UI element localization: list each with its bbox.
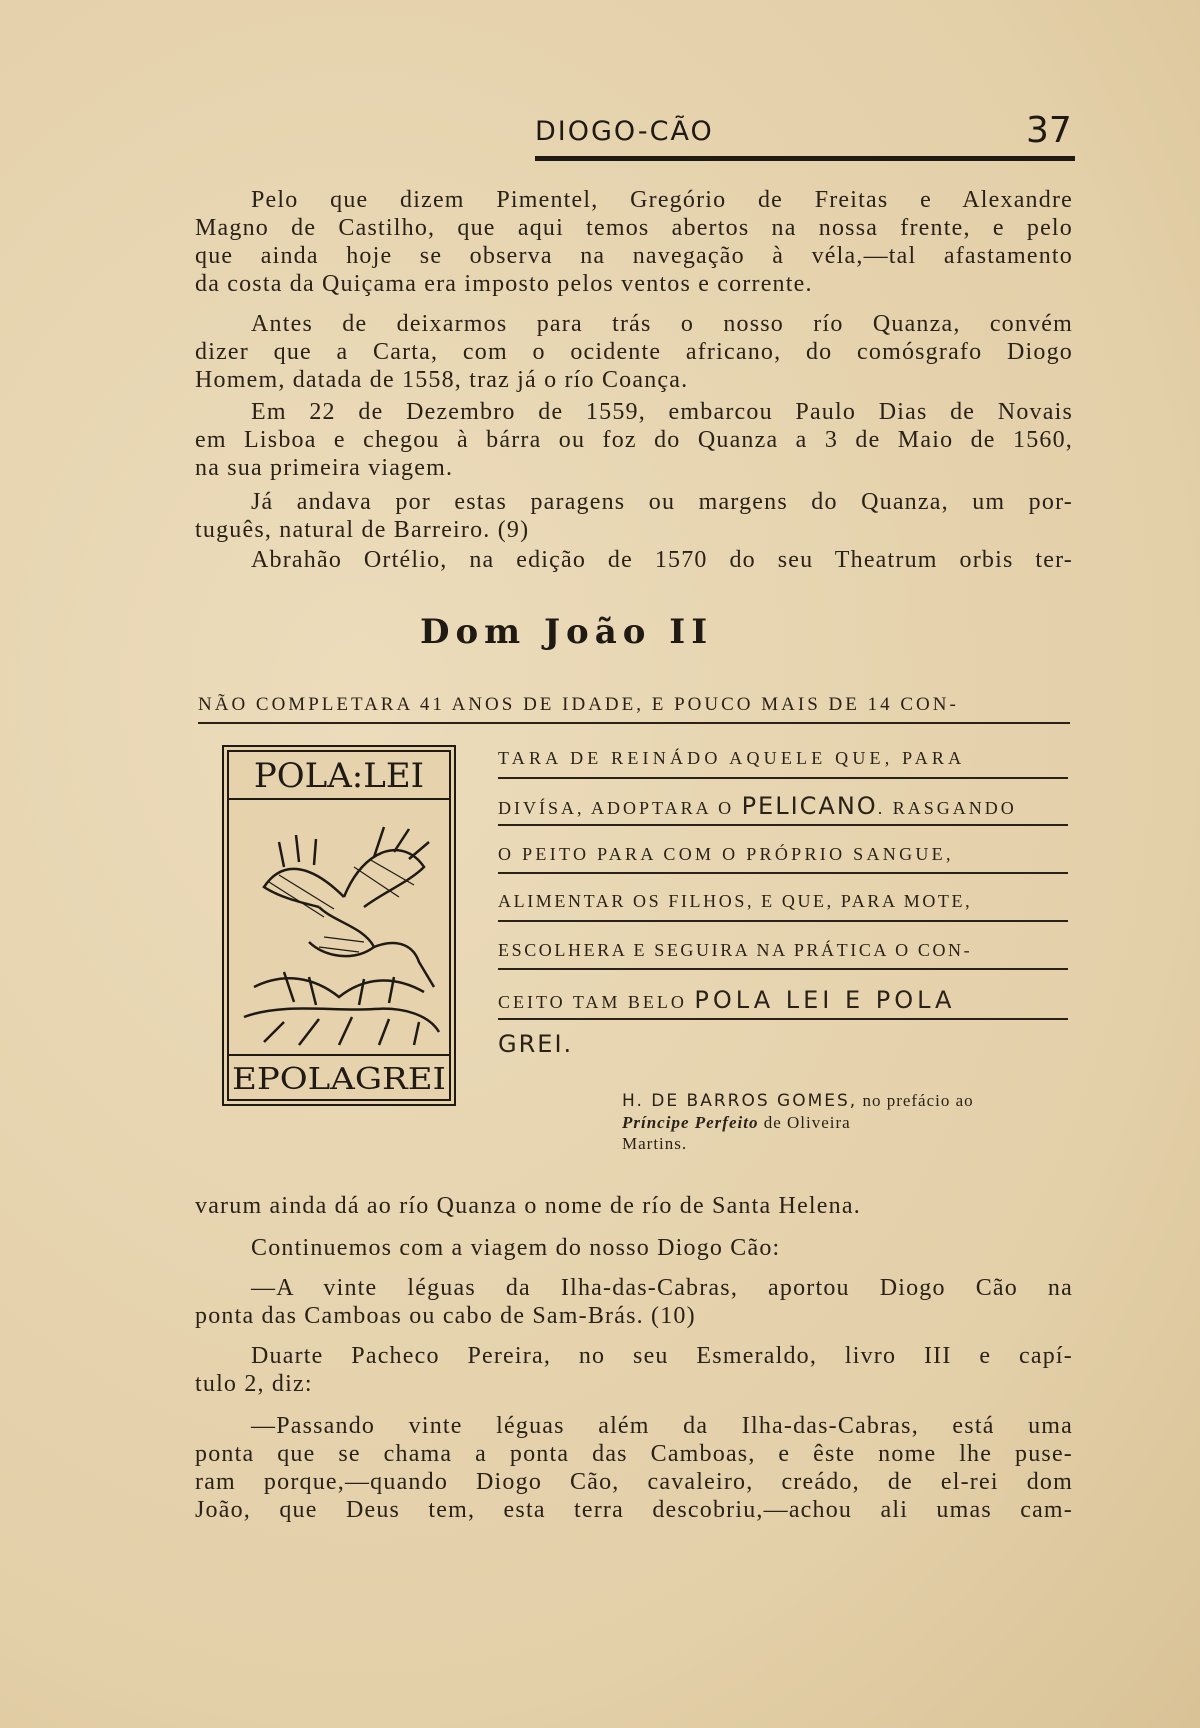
emblem-bottom-text: EPOLAGREI	[232, 1062, 446, 1097]
inset-quote-line: GREI.	[498, 1030, 574, 1058]
paragraph-3	[195, 398, 1073, 482]
text-line: Antes de deixarmos para trás o nosso río Quanza, convém	[251, 311, 1073, 337]
paragraph-6	[195, 1192, 1073, 1220]
quote-rule	[498, 872, 1068, 874]
inset-quote-line: ESCOLHERA E SEGUIRA NA PRÁTICA O CON-	[498, 940, 973, 960]
inset-quote-line: NÃO COMPLETARA 41 ANOS DE IDADE, E POUCO MAIS DE 14 CON-	[198, 694, 959, 715]
attribution-line	[622, 1112, 1077, 1133]
paragraph-2	[195, 310, 1073, 394]
quote-rule	[198, 722, 1070, 724]
quote-rule	[498, 824, 1068, 826]
attribution-author: H. DE BARROS GOMES,	[622, 1091, 858, 1111]
text-line: que ainda hoje se observa na navegação à véla,—tal afastamento	[195, 243, 1073, 269]
running-title: DIOGO-CÃO	[535, 116, 714, 147]
text-line: Abrahão Ortélio, na edição de 1570 do seu Theatrum orbis ter-	[251, 547, 1073, 573]
page-number: 37	[1026, 110, 1072, 151]
inset-quote-line: ALIMENTAR OS FILHOS, E QUE, PARA MOTE,	[498, 891, 973, 911]
text-line: ponta das Camboas ou cabo de Sam-Brás. (10)	[195, 1303, 696, 1329]
text-line: tuguês, natural de Barreiro. (9)	[195, 517, 530, 543]
text-line: na sua primeira viagem.	[195, 455, 454, 481]
text-line: Homem, datada de 1558, traz já o río Coança.	[195, 367, 689, 393]
quote-rule	[498, 920, 1068, 922]
quote-rule	[498, 777, 1068, 779]
text-line: ponta que se chama a ponta das Camboas, e êste nome lhe puse-	[195, 1441, 1073, 1467]
motto-text: POLA LEI E POLA	[694, 986, 956, 1014]
inset-text: CEITO TAM BELO	[498, 992, 695, 1012]
paragraph-9	[195, 1342, 1073, 1398]
text-line: em Lisboa e chegou à bárra ou foz do Quanza a 3 de Maio de 1560,	[195, 427, 1073, 453]
pelican-emblem	[222, 745, 456, 1106]
text-line: da costa da Quiçama era imposto pelos ventos e corrente.	[195, 271, 813, 297]
inset-quote-line: TARA DE REINÁDO AQUELE QUE, PARA	[498, 748, 966, 768]
emblem-top-text: POLA:LEI	[253, 756, 425, 796]
text-line: Já andava por estas paragens ou margens do Quanza, um por-	[251, 489, 1073, 515]
inset-heading: Dom João II	[420, 612, 714, 652]
text-line: Continuemos com a viagem do nosso Diogo Cão:	[251, 1235, 781, 1261]
header-rule	[535, 156, 1075, 161]
paragraph-4	[195, 488, 1073, 544]
inset-quote-line: O PEITO PARA COM O PRÓPRIO SANGUE,	[498, 844, 954, 864]
quote-rule	[498, 1018, 1068, 1020]
inset-text: . RASGANDO	[877, 798, 1017, 818]
paragraph-7	[195, 1234, 1073, 1262]
pelican-woodcut-icon	[224, 747, 454, 1104]
inset-text: DIVÍSA, ADOPTARA O	[498, 798, 742, 818]
paragraph-10	[195, 1412, 1073, 1524]
pelicano-word: PELICANO	[741, 792, 878, 820]
text-line: tulo 2, diz:	[195, 1371, 313, 1397]
paragraph-1	[195, 186, 1073, 298]
inset-quote-line	[498, 792, 1068, 820]
inset-attribution	[622, 1090, 1077, 1154]
text-line: Pelo que dizem Pimentel, Gregório de Freitas e Alexandre	[251, 187, 1073, 213]
text-line: ram porque,—quando Diogo Cão, cavaleiro, creádo, de el-rei dom	[195, 1469, 1073, 1495]
attribution-text: no prefácio ao	[857, 1091, 974, 1110]
text-line: João, que Deus tem, esta terra descobriu,—achou ali umas cam-	[195, 1497, 1073, 1523]
text-line: dizer que a Carta, com o ocidente africano, do comósgrafo Diogo	[195, 339, 1073, 365]
text-line: varum ainda dá ao río Quanza o nome de río de Santa Helena.	[195, 1193, 861, 1219]
paragraph-5	[195, 546, 1073, 574]
paragraph-8	[195, 1274, 1073, 1330]
text-line: Duarte Pacheco Pereira, no seu Esmeraldo, livro III e capí-	[251, 1343, 1073, 1369]
quote-rule	[498, 968, 1068, 970]
text-line: Em 22 de Dezembro de 1559, embarcou Paulo Dias de Novais	[251, 399, 1073, 425]
text-line: —A vinte léguas da Ilha-das-Cabras, aportou Diogo Cão na	[251, 1275, 1073, 1301]
inset-quote-line	[498, 986, 1068, 1014]
text-line: —Passando vinte léguas além da Ilha-das-Cabras, está uma	[251, 1413, 1073, 1439]
attribution-work: Príncipe Perfeito	[622, 1113, 759, 1132]
attribution-line	[622, 1090, 1077, 1112]
attribution-text: de Oliveira	[758, 1113, 851, 1132]
text-line: Magno de Castilho, que aqui temos abertos na nossa frente, e pelo	[195, 215, 1073, 241]
attribution-line: Martins.	[622, 1134, 688, 1153]
